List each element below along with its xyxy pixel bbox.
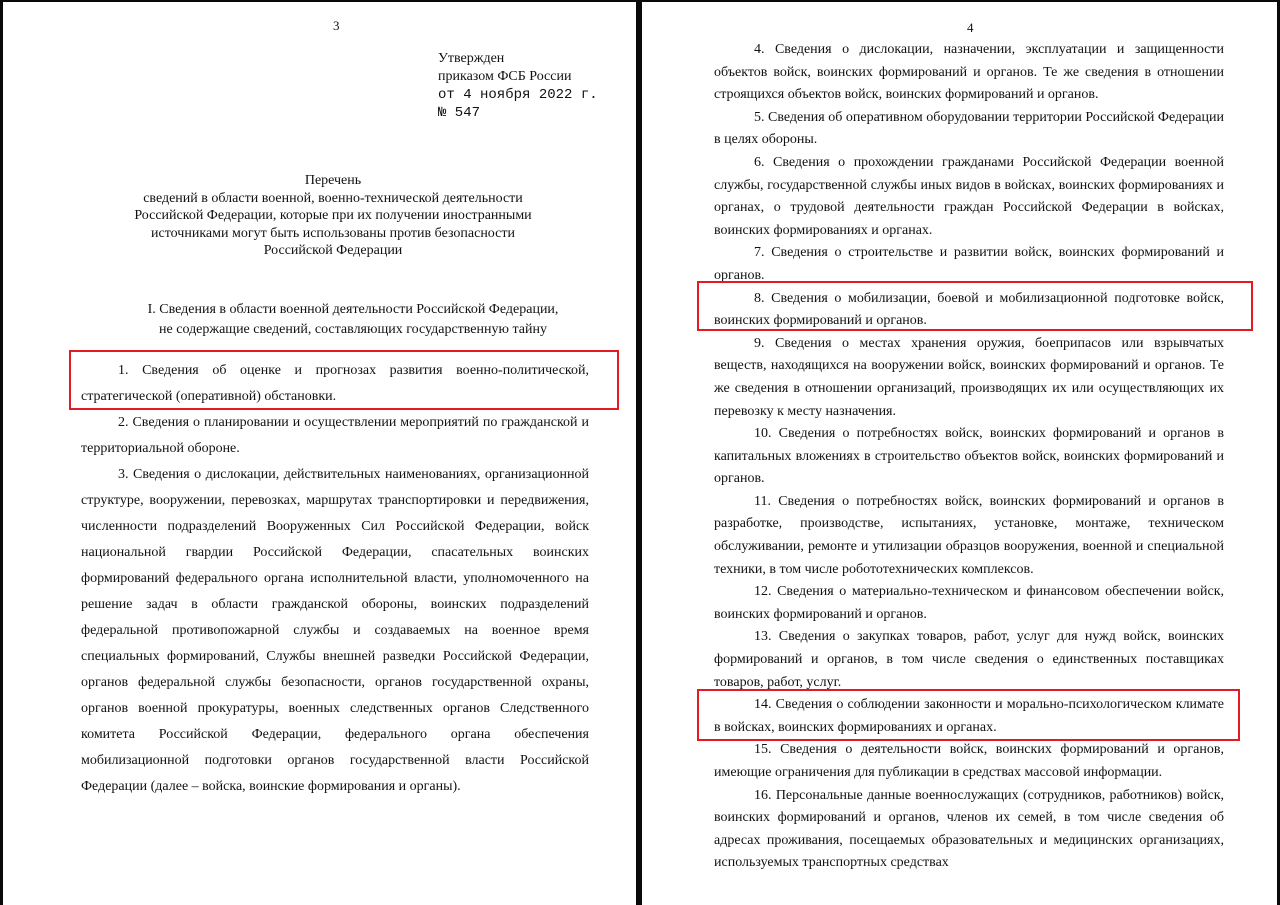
- document-page-4: [642, 2, 1277, 905]
- list-item: 7. Сведения о строительстве и развитии войск, воинских формирований и органов.: [714, 245, 1224, 283]
- title-line: сведений в области военной, военно-технической деятельности: [143, 190, 523, 206]
- approval-stamp: [438, 50, 598, 122]
- list-item: 11. Сведения о потребностях войск, воинских формирований и органов в разработке, производстве, испытаниях, установке, монтаже, техническом обслуживании, ремонте и утилизации образцов вооружения, военной и специальной техники, в том числе робототехнических комплексов.: [714, 493, 1224, 577]
- section-line: не содержащие сведений, составляющих государственную тайну: [159, 322, 547, 337]
- list-item: 2. Сведения о планировании и осуществлении мероприятий по гражданской и территориальной обороне.: [81, 415, 589, 456]
- list-item: 9. Сведения о местах хранения оружия, боеприпасов или взрывчатых веществ, находящихся на вооружении войск, воинских формирований и органов. Те же сведения в отношении организаций, производящих их или осуществляющих их перевозку к месту назначения.: [714, 335, 1224, 419]
- list-item: 15. Сведения о деятельности войск, воинских формирований и органов, имеющие ограничения для публикации в средствах массовой информации.: [714, 742, 1224, 780]
- title-line: Российской Федерации: [263, 243, 403, 258]
- title-line: Перечень: [304, 173, 362, 188]
- section-line: I. Сведения в области военной деятельности Российской Федерации,: [147, 302, 559, 317]
- list-item: 3. Сведения о дислокации, действительных наименованиях, организационной структуре, вооружении, перевозках, маршрутах транспортировки и передвижения, численности подразделений Вооруженных Сил Российской Федерации, войск национальной гвардии Российской Федерации, спасательных воинских формирований федерального органа исполнительной власти, уполномоченного на решение задач в области гражданской обороны, воинских подразделений федеральной противопожарной службы и создаваемых на военное время специальных формирований, Службы внешней разведки Российской Федерации, органов федеральной службы безопасности, органов государственной охраны, органов военной прокуратуры, военных следственных органов Следственного комитета Российской Федерации, федерального органа обеспечения мобилизационной подготовки органов государственной власти Российской Федерации (далее – войска, воинские формирования и органы).: [81, 467, 589, 794]
- list-item: 6. Сведения о прохождении гражданами Российской Федерации военной службы, государственной службы иных видов в войсках, воинских формированиях и органах, о трудовой деятельности граждан Российской Федерации в войсках, воинских формированиях и органах.: [714, 154, 1224, 238]
- red-highlight-box: [697, 281, 1253, 331]
- page-number: 4: [967, 20, 974, 35]
- page-number: 3: [333, 18, 340, 33]
- item-list: [81, 358, 589, 800]
- red-highlight-box: [69, 350, 619, 410]
- section-heading: [63, 300, 643, 340]
- approval-number: № 547: [438, 105, 481, 121]
- list-item: 14. Сведения о соблюдении законности и морально-психологическом климате в войсках, воинских формированиях и органах.: [714, 697, 1224, 735]
- list-item: 13. Сведения о закупках товаров, работ, услуг для нужд войск, воинских формирований и органов, в том числе сведения о единственных поставщиках товаров, работ, услуг.: [714, 629, 1224, 690]
- list-item: 16. Персональные данные военнослужащих (сотрудников, работников) войск, воинских формирований и органов, членов их семей, в том числе сведения об адресах проживания, посещаемых образовательных и медицинских организациях, используемых транспортных средствах: [714, 787, 1224, 871]
- title-line: источниками могут быть использованы против безопасности: [151, 225, 515, 241]
- approval-line: приказом ФСБ России: [438, 69, 572, 84]
- item-list: [714, 39, 1224, 875]
- list-item: 1. Сведения об оценке и прогнозах развития военно-политической, стратегической (оперативной) обстановки.: [81, 363, 589, 404]
- list-item: 5. Сведения об оперативном оборудовании территории Российской Федерации в целях обороны.: [714, 109, 1224, 148]
- approval-date: от 4 ноября 2022 г.: [438, 87, 598, 103]
- list-item: 4. Сведения о дислокации, назначении, эксплуатации и защищенности объектов войск, воинских формирований и органов. Те же сведения в отношении строящихся объектов войск, воинских формирований и органов.: [714, 42, 1224, 103]
- document-page-3: [3, 2, 636, 905]
- list-item: 12. Сведения о материально-техническом и финансовом обеспечении войск, воинских формирований и органов.: [714, 584, 1224, 622]
- list-item: 8. Сведения о мобилизации, боевой и мобилизационной подготовке войск, воинских формирований и органов.: [714, 290, 1224, 329]
- red-highlight-box: [697, 689, 1240, 741]
- approval-line: Утвержден: [438, 51, 505, 66]
- list-item: 10. Сведения о потребностях войск, воинских формирований и органов в капитальных вложениях в строительство объектов войск, воинских формирований и органов.: [714, 426, 1224, 487]
- title-line: Российской Федерации, которые при их получении иностранными: [134, 208, 532, 223]
- document-title: [63, 172, 603, 260]
